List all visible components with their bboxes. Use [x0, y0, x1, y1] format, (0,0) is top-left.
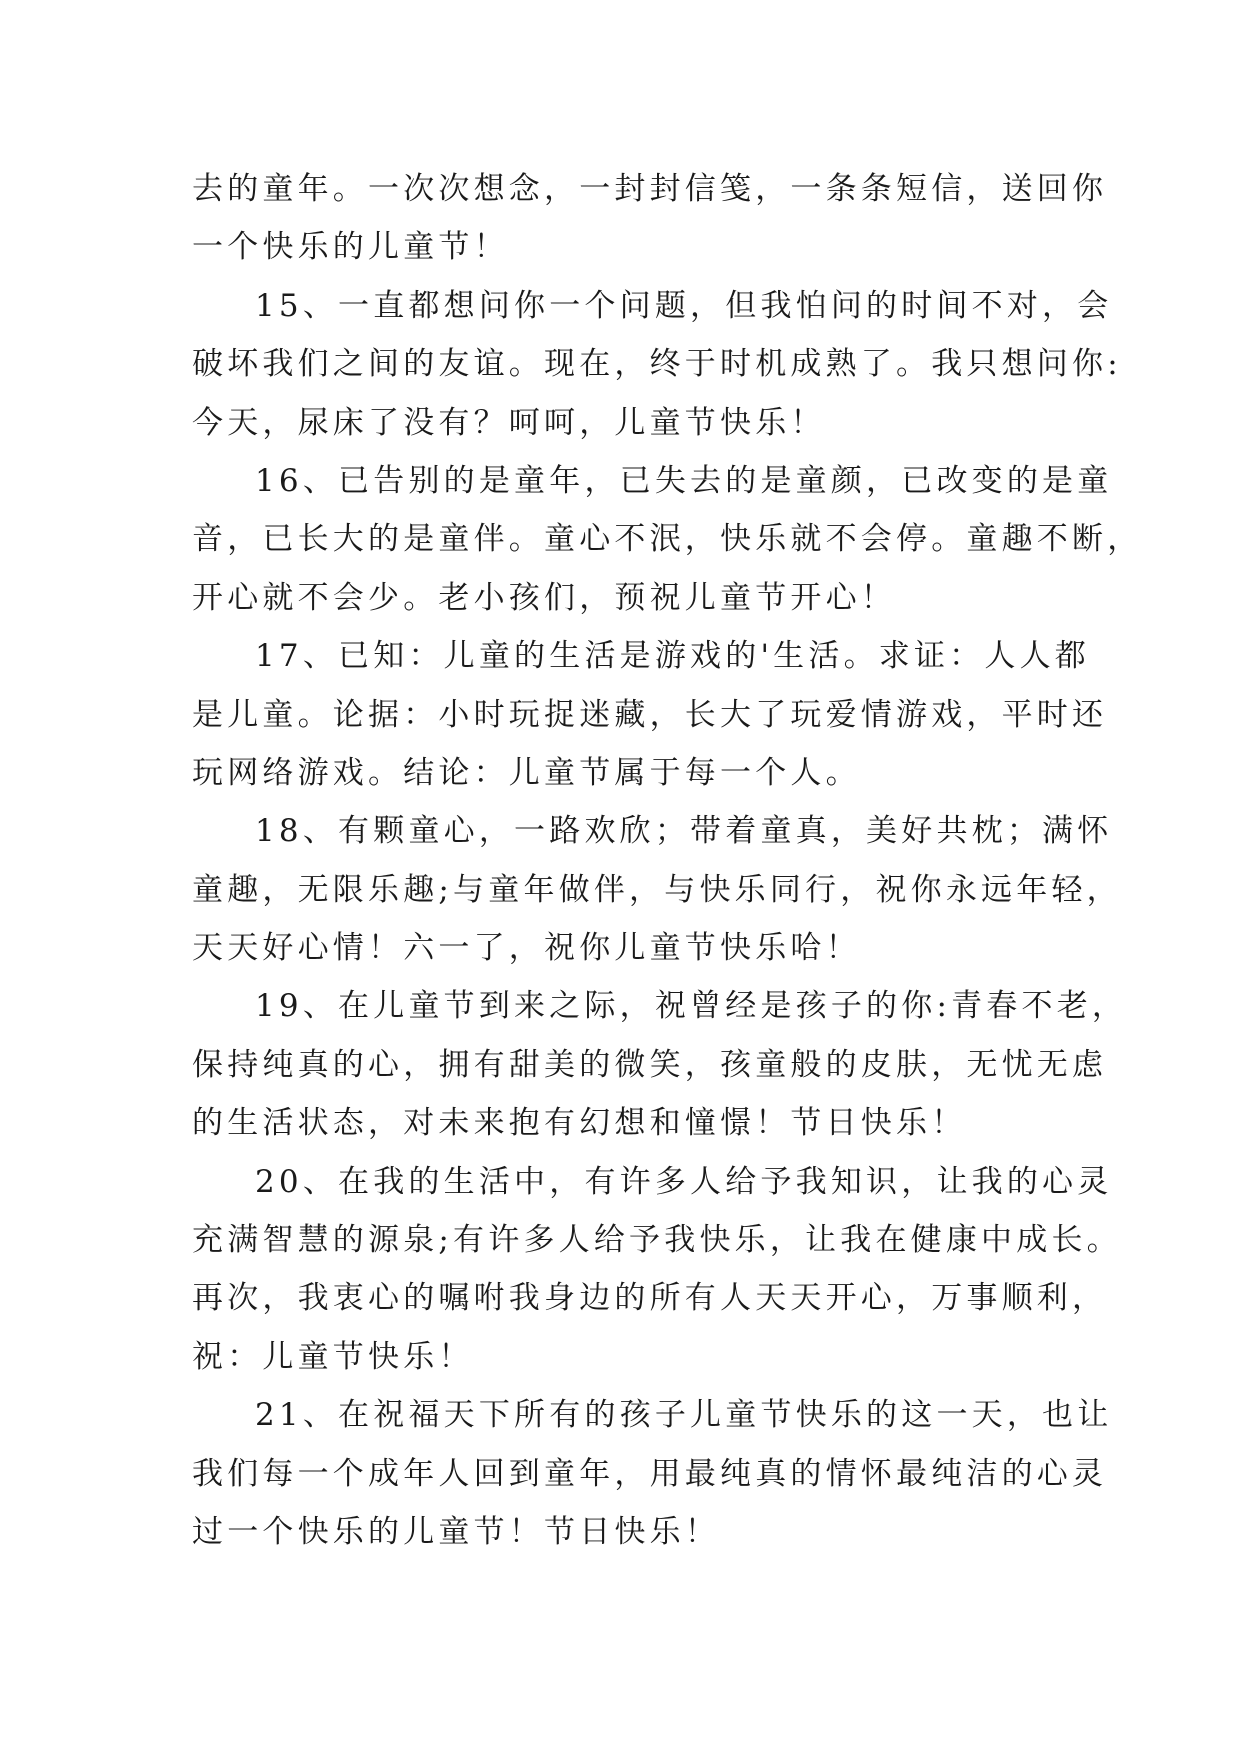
text-line: 21、在祝福天下所有的孩子儿童节快乐的这一天，也让: [255, 1397, 1113, 1434]
text-line: 音，已长大的是童伴。童心不泯，快乐就不会停。童趣不断，: [192, 521, 1143, 558]
text-line: 保持纯真的心，拥有甜美的微笑，孩童般的皮肤，无忧无虑: [192, 1046, 1108, 1083]
text-line: 一个快乐的儿童节！: [192, 229, 509, 266]
text-line: 开心就不会少。老小孩们，预祝儿童节开心！: [192, 579, 896, 616]
paragraph: [192, 1386, 1113, 1561]
text-line: 15、一直都想问你一个问题，但我怕问的时间不对，会: [255, 287, 1113, 324]
text-line: 破坏我们之间的友谊。现在，终于时机成熟了。我只想问你:: [192, 346, 1122, 383]
paragraph: [192, 277, 1122, 452]
text-line: 的生活状态，对未来抱有幻想和憧憬！节日快乐！: [192, 1105, 967, 1142]
paragraph: [192, 627, 1108, 802]
paragraph: [192, 802, 1122, 977]
text-line: 童趣，无限乐趣;与童年做伴，与快乐同行，祝你永远年轻，: [192, 871, 1122, 908]
paragraph: [192, 977, 1128, 1152]
text-line: 去的童年。一次次想念，一封封信笺，一条条短信，送回你: [192, 171, 1108, 207]
document-page: [192, 160, 1143, 1561]
text-line: 17、已知：儿童的生活是游戏的'生活。求证：人人都: [255, 638, 1090, 675]
text-line: 19、在儿童节到来之际，祝曾经是孩子的你:青春不老，: [255, 988, 1128, 1025]
text-line: 天天好心情！六一了，祝你儿童节快乐哈！: [192, 930, 861, 967]
text-line: 我们每一个成年人回到童年，用最纯真的情怀最纯洁的心灵: [192, 1455, 1108, 1492]
text-line: 充满智慧的源泉;有许多人给予我快乐，让我在健康中成长。: [192, 1222, 1122, 1259]
text-line: 16、已告别的是童年，已失去的是童颜，已改变的是童: [255, 462, 1113, 499]
text-line: 今天，尿床了没有？呵呵，儿童节快乐！: [192, 404, 826, 441]
paragraph: [192, 452, 1143, 627]
paragraph: [192, 160, 1108, 277]
text-line: 玩网络游戏。结论：儿童节属于每一个人。: [192, 754, 861, 791]
text-line: 是儿童。论据：小时玩捉迷藏，长大了玩爱情游戏，平时还: [192, 696, 1108, 733]
text-line: 18、有颗童心，一路欢欣；带着童真，美好共枕；满怀: [255, 813, 1113, 850]
text-line: 20、在我的生活中，有许多人给予我知识，让我的心灵: [255, 1163, 1113, 1200]
text-line: 再次，我衷心的嘱咐我身边的所有人天天开心，万事顺利，: [192, 1280, 1108, 1317]
paragraph: [192, 1153, 1122, 1387]
text-line: 过一个快乐的儿童节！节日快乐！: [192, 1513, 720, 1550]
text-line: 祝：儿童节快乐！: [192, 1338, 474, 1375]
